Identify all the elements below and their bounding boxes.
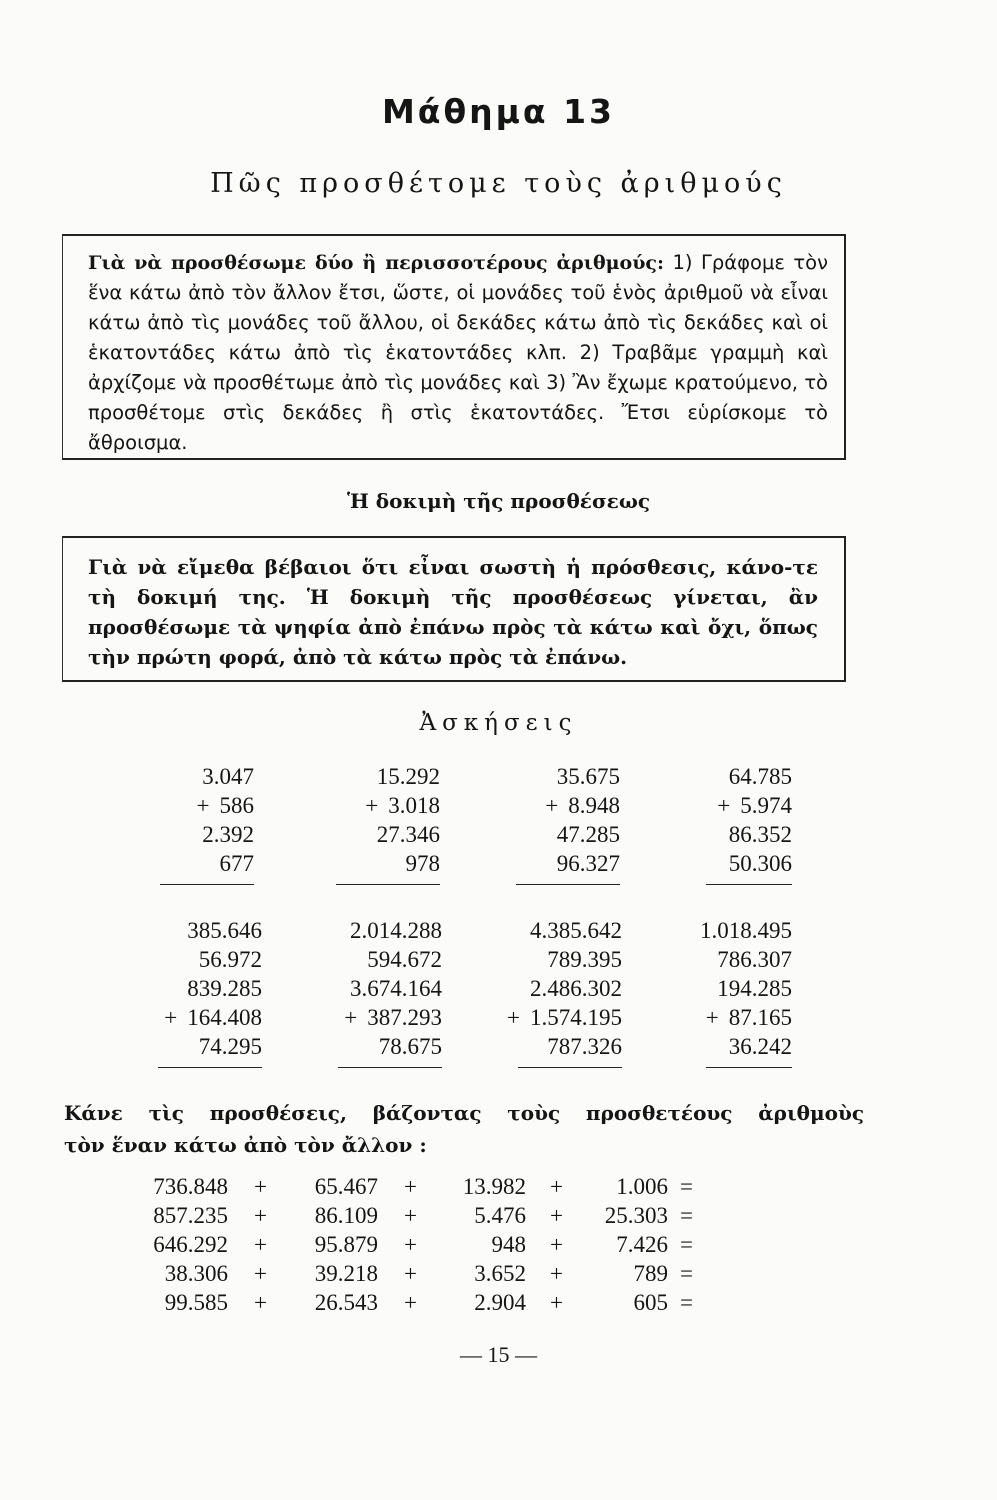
sum-line [518, 1067, 622, 1068]
lesson-title: Μάθημα 13 [381, 92, 616, 131]
addend: 13.982 [462, 1174, 526, 1199]
sum-line [338, 1067, 442, 1068]
addend: 948 [491, 1232, 526, 1257]
addend-with-plus [330, 791, 440, 820]
exercise-column [130, 916, 262, 1068]
rule-lead: Γιὰ νὰ προσθέσωμε δύο ἢ περισσοτέρους ἀριθμούς: [88, 252, 664, 274]
addend: 594.672 [367, 947, 442, 972]
addend: 605 [633, 1290, 668, 1315]
addend: 2.392 [202, 822, 254, 847]
addend: 786.307 [717, 947, 792, 972]
addend: 8.948 [568, 793, 620, 818]
exercise-column [510, 762, 620, 885]
instruction-line: Κάνε τὶς προσθέσεις, βάζοντας τοὺς προσθετέους ἀριθμοὺς [64, 1101, 864, 1125]
addend: 3.047 [202, 764, 254, 789]
addend: 787.326 [547, 1034, 622, 1059]
addend-with-plus [150, 791, 254, 820]
exercise-column [150, 762, 254, 885]
addend-with-plus [130, 1003, 262, 1032]
exercise-column [680, 762, 792, 885]
sum-row [118, 1201, 718, 1230]
sum-line [160, 884, 254, 885]
addend: 25.303 [604, 1203, 668, 1228]
addend: 26.543 [314, 1290, 378, 1315]
addend: 1.574.195 [530, 1005, 622, 1030]
sum-table [118, 1172, 718, 1317]
plus-sign: + [404, 1203, 417, 1228]
addend: 50.306 [728, 851, 792, 876]
plus-sign: + [254, 1261, 267, 1286]
addend: 164.408 [187, 1005, 262, 1030]
plus-sign: + [344, 1005, 358, 1030]
plus-sign: + [404, 1261, 417, 1286]
addend: 194.285 [717, 976, 792, 1001]
addend: 99.585 [164, 1290, 228, 1315]
rule-body: 1) Γράφομε τὸν ἕνα κάτω ἀπὸ τὸν ἄλλον ἔτσι, ὥστε, οἱ μονάδες τοῦ ἑνὸς ἀριθμοῦ νὰ εἶναι κάτω ἀπὸ τὶς μονάδες τοῦ ἄλλου, οἱ δεκάδες κάτω ἀπὸ τὶς δεκάδες καὶ οἱ ἑκατοντάδες κάτω ἀπὸ τὶς ἑκατοντάδες κλπ. 2) Τραβᾶμε γραμμὴ καὶ ἀρχίζομε νὰ προσθέτωμε ἀπὸ τὶς μονάδες καὶ 3) Ἂν ἔχωμε κρατούμενο, τὸ προσθέτομε στὶς δεκάδες ἢ στὶς ἑκατοντάδες. Ἔτσι εὑρίσκομε τὸ ἄθροισμα. [88, 251, 828, 454]
sum-row [118, 1288, 718, 1317]
plus-sign: + [404, 1290, 417, 1315]
addend: 789 [633, 1261, 668, 1286]
sum-line [158, 1067, 262, 1068]
addend: 5.974 [740, 793, 792, 818]
addend: 4.385.642 [530, 918, 622, 943]
addend-with-plus [680, 791, 792, 820]
instruction [64, 1097, 864, 1161]
addend: 78.675 [378, 1034, 442, 1059]
addend: 839.285 [187, 976, 262, 1001]
sum-line [516, 884, 620, 885]
addend: 736.848 [153, 1174, 228, 1199]
addend: 857.235 [153, 1203, 228, 1228]
sum-line [336, 884, 440, 885]
plus-sign: + [545, 793, 559, 818]
equals-sign: = [680, 1261, 693, 1286]
addend: 387.293 [367, 1005, 442, 1030]
addend: 56.972 [198, 947, 262, 972]
instruction-line: τὸν ἕναν κάτω ἀπὸ τὸν ἄλλον : [64, 1133, 427, 1157]
plus-sign: + [164, 1005, 178, 1030]
addend: 87.165 [728, 1005, 792, 1030]
plus-sign: + [507, 1005, 520, 1030]
exercises-heading: Ἀσκήσεις [419, 710, 578, 736]
sum-row [118, 1230, 718, 1259]
addend: 385.646 [187, 918, 262, 943]
lesson-subtitle: Πῶς προσθέτομε τοὺς ἀριθμούς [210, 168, 787, 199]
addend: 1.018.495 [700, 918, 792, 943]
plus-sign: + [254, 1174, 267, 1199]
plus-sign: + [404, 1232, 417, 1257]
addend: 74.295 [198, 1034, 262, 1059]
addend: 35.675 [556, 764, 620, 789]
exercise-column [330, 762, 440, 885]
addend: 95.879 [314, 1232, 378, 1257]
addend: 64.785 [728, 764, 792, 789]
plus-sign: + [550, 1203, 563, 1228]
plus-sign: + [550, 1174, 563, 1199]
equals-sign: = [680, 1232, 693, 1257]
plus-sign: + [705, 1005, 719, 1030]
sum-row [118, 1259, 718, 1288]
addend-with-plus [510, 791, 620, 820]
page-number: — 15 — [460, 1342, 537, 1367]
addend-with-plus [480, 1003, 622, 1032]
plus-sign: + [550, 1232, 563, 1257]
addend: 3.674.164 [350, 976, 442, 1001]
addend: 1.006 [616, 1174, 668, 1199]
addend: 86.109 [314, 1203, 378, 1228]
addend: 47.285 [556, 822, 620, 847]
addend: 2.014.288 [350, 918, 442, 943]
addend: 65.467 [314, 1174, 378, 1199]
plus-sign: + [717, 793, 731, 818]
addend: 36.242 [728, 1034, 792, 1059]
addend: 86.352 [728, 822, 792, 847]
addend: 96.327 [556, 851, 620, 876]
sum-row [118, 1172, 718, 1201]
equals-sign: = [680, 1290, 693, 1315]
exercise-column [670, 916, 792, 1068]
rule-text [88, 248, 828, 458]
addend: 5.476 [474, 1203, 526, 1228]
plus-sign: + [254, 1203, 267, 1228]
check-text: Γιὰ νὰ εἴμεθα βέβαιοι ὅτι εἶναι σωστὴ ἡ πρόσθεσις, κάνο-τε τὴ δοκιμή της. Ἡ δοκιμὴ τῆς προσθέσεως γίνεται, ἂν προσθέσωμε τὰ ψηφία ἀπὸ ἐπάνω πρὸς τὰ κάτω καὶ ὄχι, ὅπως τὴν πρώτη φορά, ἀπὸ τὰ κάτω πρὸς τὰ ἐπάνω. [88, 555, 818, 669]
addend: 586 [219, 793, 254, 818]
addend-with-plus [670, 1003, 792, 1032]
addend: 38.306 [164, 1261, 228, 1286]
addend: 3.652 [474, 1261, 526, 1286]
plus-sign: + [550, 1261, 563, 1286]
addend: 39.218 [314, 1261, 378, 1286]
sum-line [706, 1067, 792, 1068]
addend: 677 [219, 851, 254, 876]
addend: 27.346 [376, 822, 440, 847]
addend: 2.904 [474, 1290, 526, 1315]
addend: 7.426 [616, 1232, 668, 1257]
plus-sign: + [254, 1290, 267, 1315]
sum-line [706, 884, 792, 885]
equals-sign: = [680, 1203, 693, 1228]
addend: 2.486.302 [530, 976, 622, 1001]
addend-with-plus [320, 1003, 442, 1032]
addend: 789.395 [547, 947, 622, 972]
plus-sign: + [550, 1290, 563, 1315]
equals-sign: = [680, 1174, 693, 1199]
exercise-column [320, 916, 442, 1068]
plus-sign: + [404, 1174, 417, 1199]
plus-sign: + [196, 793, 210, 818]
addend: 646.292 [153, 1232, 228, 1257]
plus-sign: + [254, 1232, 267, 1257]
check-heading: Ἡ δοκιμὴ τῆς προσθέσεως [346, 489, 651, 513]
plus-sign: + [365, 793, 379, 818]
exercise-column [480, 916, 622, 1068]
addend: 15.292 [376, 764, 440, 789]
addend: 978 [405, 851, 440, 876]
addend: 3.018 [388, 793, 440, 818]
